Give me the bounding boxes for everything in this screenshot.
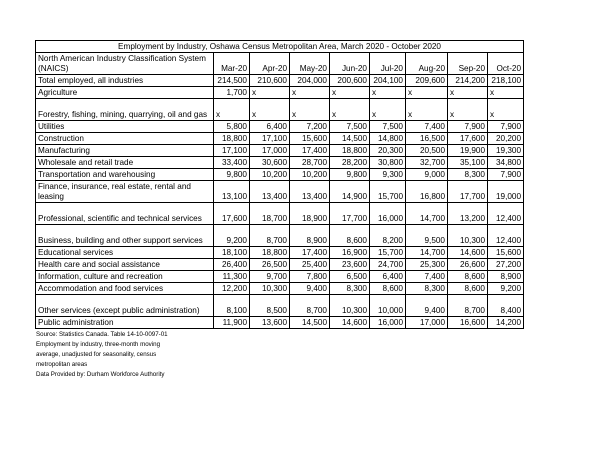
employment-cell: 8,700 xyxy=(448,295,488,317)
table-row xyxy=(36,295,524,317)
description-line: average, unadjusted for seasonality, census xyxy=(36,351,157,358)
table-row xyxy=(36,247,524,259)
employment-cell: x xyxy=(488,99,524,121)
month-header: Oct-20 xyxy=(488,53,524,75)
employment-cell: 8,600 xyxy=(448,271,488,283)
employment-cell: 9,300 xyxy=(370,169,406,181)
employment-cell: 218,100 xyxy=(488,75,524,87)
employment-cell: 20,200 xyxy=(488,133,524,145)
employment-cell: 1,700 xyxy=(214,87,250,99)
employment-cell: 7,500 xyxy=(330,121,370,133)
industry-label: Professional, scientific and technical services xyxy=(36,203,214,225)
industry-label: Educational services xyxy=(36,247,214,259)
employment-cell: 10,300 xyxy=(330,295,370,317)
employment-cell: 17,600 xyxy=(448,133,488,145)
table-row xyxy=(36,87,524,99)
employment-cell: 12,400 xyxy=(488,203,524,225)
employment-cell: 18,800 xyxy=(214,133,250,145)
employment-cell: 9,200 xyxy=(214,225,250,247)
industry-label: Forestry, fishing, mining, quarrying, oil and gas xyxy=(36,99,214,121)
employment-cell: 27,200 xyxy=(488,259,524,271)
industry-label: Total employed, all industries xyxy=(36,75,214,87)
employment-cell: x xyxy=(214,99,250,121)
industry-label: Transportation and warehousing xyxy=(36,169,214,181)
employment-cell: 20,300 xyxy=(370,145,406,157)
employment-cell: 18,800 xyxy=(250,247,290,259)
month-header: Jul-20 xyxy=(370,53,406,75)
employment-cell: 8,200 xyxy=(370,225,406,247)
employment-cell: 9,400 xyxy=(406,295,448,317)
employment-cell: 13,400 xyxy=(290,181,330,203)
table-row xyxy=(36,259,524,271)
employment-cell: 13,100 xyxy=(214,181,250,203)
employment-cell: 12,200 xyxy=(214,283,250,295)
employment-cell: 9,200 xyxy=(488,283,524,295)
employment-cell: 30,600 xyxy=(250,157,290,169)
employment-cell: 7,900 xyxy=(488,121,524,133)
industry-label: Construction xyxy=(36,133,214,145)
table-row xyxy=(36,75,524,87)
employment-cell: 8,300 xyxy=(330,283,370,295)
employment-cell: 6,400 xyxy=(370,271,406,283)
employment-cell: 18,100 xyxy=(214,247,250,259)
employment-cell: 17,100 xyxy=(214,145,250,157)
employment-cell: 28,200 xyxy=(330,157,370,169)
industry-label: Information, culture and recreation xyxy=(36,271,214,283)
table-row xyxy=(36,283,524,295)
employment-cell: 9,400 xyxy=(290,283,330,295)
table-row xyxy=(36,169,524,181)
month-header: Mar-20 xyxy=(214,53,250,75)
table-row xyxy=(36,181,524,203)
employment-table xyxy=(35,40,524,329)
industry-label: Manufacturing xyxy=(36,145,214,157)
employment-cell: 25,300 xyxy=(406,259,448,271)
employment-cell: 8,500 xyxy=(250,295,290,317)
header-row xyxy=(36,53,524,75)
employment-cell: 10,300 xyxy=(448,225,488,247)
month-header: Apr-20 xyxy=(250,53,290,75)
employment-cell: 14,500 xyxy=(290,317,330,329)
employment-cell: x xyxy=(290,99,330,121)
employment-cell: 14,700 xyxy=(406,203,448,225)
employment-cell: 26,400 xyxy=(214,259,250,271)
employment-cell: 6,500 xyxy=(330,271,370,283)
employment-cell: 16,600 xyxy=(448,317,488,329)
employment-cell: 10,200 xyxy=(290,169,330,181)
employment-cell: 214,500 xyxy=(214,75,250,87)
employment-cell: x xyxy=(448,99,488,121)
employment-cell: 7,400 xyxy=(406,121,448,133)
employment-cell: 16,000 xyxy=(370,317,406,329)
employment-cell: 214,200 xyxy=(448,75,488,87)
employment-cell: 210,600 xyxy=(250,75,290,87)
employment-cell: 14,600 xyxy=(448,247,488,259)
employment-cell: 15,700 xyxy=(370,247,406,259)
table-row xyxy=(36,121,524,133)
employment-sheet xyxy=(35,40,523,380)
employment-cell: 14,500 xyxy=(330,133,370,145)
industry-label: Agriculture xyxy=(36,87,214,99)
employment-cell: 8,700 xyxy=(290,295,330,317)
employment-cell: 200,600 xyxy=(330,75,370,87)
employment-cell: 9,500 xyxy=(406,225,448,247)
employment-cell: 209,600 xyxy=(406,75,448,87)
title-row xyxy=(36,41,524,53)
month-header: Sep-20 xyxy=(448,53,488,75)
employment-cell: 26,600 xyxy=(448,259,488,271)
employment-cell: 25,400 xyxy=(290,259,330,271)
employment-cell: 17,100 xyxy=(250,133,290,145)
employment-cell: 19,300 xyxy=(488,145,524,157)
employment-cell: 15,600 xyxy=(290,133,330,145)
employment-cell: 204,100 xyxy=(370,75,406,87)
employment-cell: 7,800 xyxy=(290,271,330,283)
employment-cell: 9,000 xyxy=(406,169,448,181)
employment-cell: 23,600 xyxy=(330,259,370,271)
employment-cell: 8,900 xyxy=(290,225,330,247)
provider-line: Data Provided by: Durham Workforce Authority xyxy=(36,371,165,378)
month-header: May-20 xyxy=(290,53,330,75)
employment-cell: 6,400 xyxy=(250,121,290,133)
source-line: Source: Statistics Canada. Table 14-10-0097-01 xyxy=(36,331,168,338)
employment-cell: x xyxy=(330,87,370,99)
employment-cell: 11,300 xyxy=(214,271,250,283)
month-header: Aug-20 xyxy=(406,53,448,75)
employment-cell: 14,900 xyxy=(330,181,370,203)
employment-cell: 14,700 xyxy=(406,247,448,259)
employment-cell: 10,200 xyxy=(250,169,290,181)
industry-label: Other services (except public administration) xyxy=(36,295,214,317)
employment-cell: 14,600 xyxy=(330,317,370,329)
employment-cell: 8,600 xyxy=(330,225,370,247)
employment-cell: 8,700 xyxy=(250,225,290,247)
employment-cell: x xyxy=(406,87,448,99)
industry-label: Business, building and other support services xyxy=(36,225,214,247)
employment-cell: 15,700 xyxy=(370,181,406,203)
employment-cell: 7,400 xyxy=(406,271,448,283)
employment-cell: 33,400 xyxy=(214,157,250,169)
table-row xyxy=(36,271,524,283)
description-line: Employment by industry, three-month moving xyxy=(36,341,161,348)
employment-cell: 32,700 xyxy=(406,157,448,169)
naics-header: North American Industry Classification System (NAICS) xyxy=(36,53,214,75)
employment-cell: 20,500 xyxy=(406,145,448,157)
employment-cell: 14,200 xyxy=(488,317,524,329)
employment-cell: 18,900 xyxy=(290,203,330,225)
employment-cell: 7,900 xyxy=(488,169,524,181)
employment-cell: 17,400 xyxy=(290,145,330,157)
employment-cell: 13,400 xyxy=(250,181,290,203)
employment-cell: x xyxy=(406,99,448,121)
table-body xyxy=(36,41,524,329)
employment-cell: 17,400 xyxy=(290,247,330,259)
employment-cell: 9,800 xyxy=(214,169,250,181)
employment-cell: 15,600 xyxy=(488,247,524,259)
employment-cell: x xyxy=(370,99,406,121)
description-line: metropolitan areas xyxy=(36,361,88,368)
industry-label: Wholesale and retail trade xyxy=(36,157,214,169)
employment-cell: 30,800 xyxy=(370,157,406,169)
employment-cell: 10,000 xyxy=(370,295,406,317)
table-row xyxy=(36,203,524,225)
employment-cell: 7,200 xyxy=(290,121,330,133)
table-title: Employment by Industry, Oshawa Census Metropolitan Area, March 2020 - October 2020 xyxy=(36,41,524,53)
employment-cell: x xyxy=(448,87,488,99)
employment-cell: 19,900 xyxy=(448,145,488,157)
employment-cell: 16,900 xyxy=(330,247,370,259)
employment-cell: 24,700 xyxy=(370,259,406,271)
employment-cell: 26,500 xyxy=(250,259,290,271)
employment-cell: x xyxy=(250,99,290,121)
employment-cell: 17,700 xyxy=(448,181,488,203)
employment-cell: 11,900 xyxy=(214,317,250,329)
month-header: Jun-20 xyxy=(330,53,370,75)
employment-cell: 13,200 xyxy=(448,203,488,225)
industry-label: Health care and social assistance xyxy=(36,259,214,271)
table-row xyxy=(36,225,524,247)
employment-cell: x xyxy=(250,87,290,99)
employment-cell: 12,400 xyxy=(488,225,524,247)
employment-cell: 17,600 xyxy=(214,203,250,225)
source-notes xyxy=(35,330,523,380)
table-row xyxy=(36,99,524,121)
employment-cell: 7,500 xyxy=(370,121,406,133)
employment-cell: 8,300 xyxy=(406,283,448,295)
industry-label: Finance, insurance, real estate, rental and leasing xyxy=(36,181,214,203)
industry-label: Public administration xyxy=(36,317,214,329)
employment-cell: 9,700 xyxy=(250,271,290,283)
employment-cell: 16,800 xyxy=(406,181,448,203)
employment-cell: 8,600 xyxy=(448,283,488,295)
employment-cell: 5,800 xyxy=(214,121,250,133)
employment-cell: 17,700 xyxy=(330,203,370,225)
employment-cell: 8,100 xyxy=(214,295,250,317)
employment-cell: x xyxy=(330,99,370,121)
employment-cell: 35,100 xyxy=(448,157,488,169)
employment-cell: 18,800 xyxy=(330,145,370,157)
employment-cell: 8,600 xyxy=(370,283,406,295)
table-row xyxy=(36,133,524,145)
employment-cell: 10,300 xyxy=(250,283,290,295)
employment-cell: 8,400 xyxy=(488,295,524,317)
employment-cell: 34,800 xyxy=(488,157,524,169)
employment-cell: 19,000 xyxy=(488,181,524,203)
employment-cell: 8,300 xyxy=(448,169,488,181)
employment-cell: 17,000 xyxy=(406,317,448,329)
employment-cell: x xyxy=(370,87,406,99)
employment-cell: x xyxy=(290,87,330,99)
table-row xyxy=(36,157,524,169)
industry-label: Accommodation and food services xyxy=(36,283,214,295)
employment-cell: 8,900 xyxy=(488,271,524,283)
industry-label: Utilities xyxy=(36,121,214,133)
employment-cell: 17,000 xyxy=(250,145,290,157)
employment-cell: 16,500 xyxy=(406,133,448,145)
employment-cell: x xyxy=(488,87,524,99)
employment-cell: 28,700 xyxy=(290,157,330,169)
table-row xyxy=(36,145,524,157)
employment-cell: 204,000 xyxy=(290,75,330,87)
table-row xyxy=(36,317,524,329)
employment-cell: 16,000 xyxy=(370,203,406,225)
employment-cell: 9,800 xyxy=(330,169,370,181)
employment-cell: 14,800 xyxy=(370,133,406,145)
employment-cell: 13,600 xyxy=(250,317,290,329)
employment-cell: 7,900 xyxy=(448,121,488,133)
employment-cell: 18,700 xyxy=(250,203,290,225)
